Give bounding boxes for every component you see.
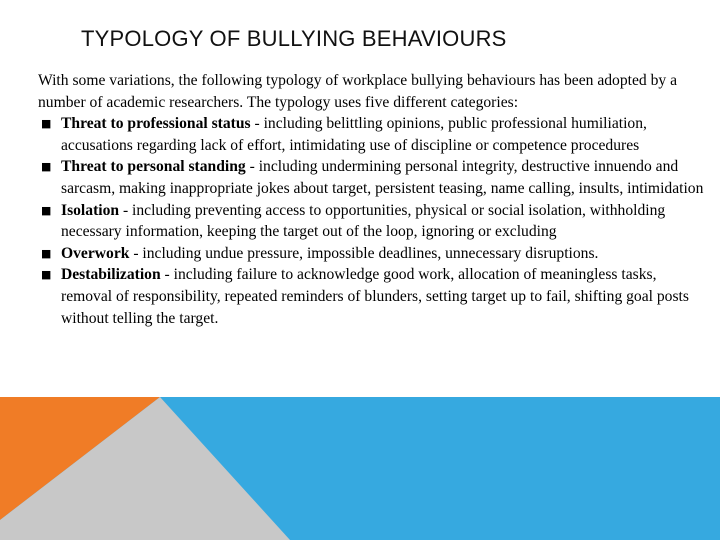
bullet-term: Threat to personal standing <box>61 158 246 176</box>
bullet-list <box>38 113 708 329</box>
square-bullet-icon: ■ <box>41 203 52 217</box>
bullet-text: - including undue pressure, impossible deadlines, unnecessary disruptions. <box>129 244 599 262</box>
bullet-item-isolation <box>38 200 708 243</box>
bullet-term: Threat to professional status <box>61 115 251 133</box>
slide-title: TYPOLOGY OF BULLYING BEHAVIOURS <box>81 26 507 51</box>
bullet-text: - including preventing access to opportunities, physical or social isolation, withholding necessary information, keeping the target out of the loop, ignoring or excluding <box>61 201 666 241</box>
square-bullet-icon: ■ <box>41 160 52 174</box>
bullet-item-professional-status <box>38 113 708 156</box>
bullet-text: - including undermining personal integrity, destructive innuendo and sarcasm, making inappropriate jokes about target, persistent teasing, name calling, insults, intimidation <box>61 158 704 197</box>
square-bullet-icon: ■ <box>41 246 52 260</box>
bullet-item-destabilization <box>38 264 708 329</box>
bullet-text: - including belittling opinions, public professional humiliation, accusations regarding lack of effort, intimidating use of discipline or competence procedures <box>61 115 647 154</box>
bullet-item-overwork <box>38 243 708 265</box>
bullet-term: Isolation <box>61 201 120 219</box>
intro-paragraph: With some variations, the following typology of workplace bullying behaviours has been adopted by a number of academic researchers. The typology uses five different categories: <box>38 72 678 111</box>
slide-body <box>38 70 708 329</box>
bullet-term: Overwork <box>61 244 130 262</box>
square-bullet-icon: ■ <box>41 117 52 131</box>
square-bullet-icon: ■ <box>41 268 52 282</box>
bullet-text: - including failure to acknowledge good work, allocation of meaningless tasks, removal of responsibility, repeated reminders of blunders, setting target up to fail, shifting goal posts without telling the target. <box>61 266 689 327</box>
bullet-term: Destabilization <box>61 266 161 284</box>
bullet-item-personal-standing <box>38 156 708 199</box>
